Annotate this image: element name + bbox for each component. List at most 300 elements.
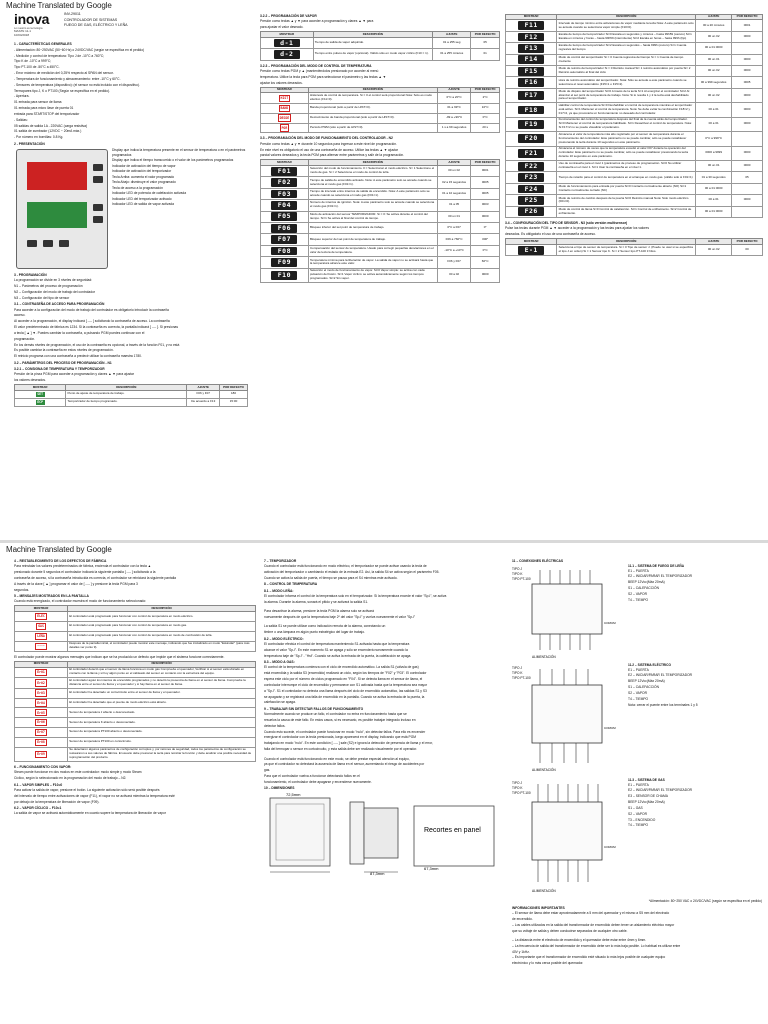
- text-line: Es posible cambiar la contraseña en estos niveles de programación.: [14, 348, 114, 353]
- text-line: – Los cables utilizados en la salida del transformador de encendido deben tener un aislamiento eléctrico mayor: [512, 922, 675, 927]
- common-label: COMUM: [604, 845, 616, 850]
- display-cell: [261, 103, 309, 113]
- section-title: INFORMACIONES IMPORTANTES: [512, 905, 565, 910]
- display-cell: [506, 183, 557, 194]
- presentation-item: Tecla Arriba: aumenta el valor programado: [112, 174, 175, 179]
- column-header: DESCRIPCIÓN: [66, 385, 187, 391]
- table-row: [261, 234, 500, 245]
- timer-display: [27, 202, 87, 228]
- display-cell: [506, 161, 557, 172]
- text-line: Al acceder a la programación, el display indicará [ ---- ] solicitando la contraseña de acceso. La contraseña: [14, 319, 170, 324]
- section-title: 8 – CONTROL DE TEMPERATURA: [264, 582, 318, 587]
- table-cell: 01 a 10 segundos: [437, 188, 470, 199]
- vapor-table: [260, 31, 500, 61]
- error-messages-table: [14, 661, 256, 762]
- timer-key: [59, 240, 69, 247]
- table-row: [506, 31, 763, 42]
- display-cell: [15, 718, 68, 728]
- text-line: A través de la clave [ ▲ ] programar el valor de [ ---- ] y presione la tecla PGM para 3: [14, 581, 138, 586]
- table-cell: 00 a 01 0000: [696, 206, 732, 217]
- table-row: [15, 667, 256, 678]
- wiring-diagram: [512, 564, 622, 660]
- table-cell: Histéresis de control de temperatura. Si = 0 el control será proporcional Nota: Solo es modo efectivo (F11=0).: [308, 93, 437, 104]
- table-cell: Bloqueo inferior del set point de temperatura de trabajo.: [308, 223, 437, 234]
- table-row: [261, 268, 500, 282]
- table-row: [15, 737, 256, 747]
- display-cell: [15, 737, 68, 747]
- meta-line: MAX/IN 11-1: [14, 29, 31, 34]
- legend-item: E2 – INICIAR/PARAR EL TEMPORIZADOR: [628, 673, 693, 678]
- table-cell: 0000: [732, 117, 763, 131]
- column-header: DESCRIPCIÓN: [308, 87, 437, 93]
- presentation-item: Indicador de activación del tiempo de vapor: [112, 163, 176, 168]
- text-line: Presión como teclas ▲ y ▼ para acceder a programación y claves ▲ ▼ para: [260, 19, 374, 24]
- display-cell: [261, 257, 309, 268]
- presentation-item: Display que indica la temperatura presente en el sensor de temperatura o en el parámetros programados: [112, 148, 246, 157]
- legend-item: S1 – CALEFACCIÓN: [628, 685, 659, 690]
- display-code: F13: [518, 44, 544, 53]
- legend-item: S2 – VAPOR: [628, 690, 647, 695]
- column-header: POR DEFECTO: [732, 14, 763, 20]
- table-cell: Funcionamiento del control de temperatura después del final de la cuenta atrás del temporizador. Si=0 Mantener el control de temperatura habilitado. Si=1 Desactivar el control de temperatura. Nota: Si F17=2 no se puede visualizar el parámetro.: [557, 117, 696, 131]
- text-line: acceso.: [14, 313, 26, 318]
- legend-items: [628, 783, 692, 828]
- display-cell: [506, 54, 557, 65]
- sensor-type-table: [505, 238, 763, 256]
- paragraph: El controlador puede mostrar algunos mensajes que indican que se ha producido un defecto que impide que el sistema funcione correctamente.: [14, 655, 225, 660]
- table-cell: 00 un 01: [696, 161, 732, 172]
- table-row: [15, 678, 256, 689]
- table-row: [506, 161, 763, 172]
- text-line: espera este ciclo por el número de ciclos programado en "F04". Si se detecta llama en el sensor de llama, el: [264, 677, 423, 682]
- display-cell: [506, 206, 557, 217]
- table-row: [506, 206, 763, 217]
- presentation-item: Display que indica el tiempo transcurrido o el valor de los parámetros programados: [112, 158, 234, 163]
- section-title: 6.1 – VAPOR SIMPLES – F10=0: [14, 782, 63, 787]
- paragraph: Cuando está energizado, el controlador muestra el modo de funcionamiento seleccionado:: [14, 599, 147, 604]
- indicator-led: [93, 176, 103, 183]
- section-33-lines: [260, 142, 500, 158]
- column-header: MOSTRAR: [506, 14, 557, 20]
- section-82-lines: [264, 642, 504, 658]
- table-cell: 0°C: [471, 113, 500, 123]
- table-row: [506, 77, 763, 88]
- page2-column-3: [512, 557, 762, 1021]
- display-code: F26: [518, 207, 544, 216]
- table-row: [506, 132, 763, 146]
- text-line: La salida de vapor se activará automáticamente en cuanto supere la temperatura de liberación de vapor: [14, 811, 166, 816]
- presentation-item: Tecla Abajo: disminuye el valor programado: [112, 180, 176, 185]
- display-code: GAS: [38, 624, 44, 629]
- text-line: En este nivel es obligatorio el uso de una contraseña de acceso. Utilice las teclas ▲ ▼ ajustar: [260, 147, 398, 152]
- section-61-lines: [14, 788, 256, 804]
- section-title: 3.3 – PROGRAMACIÓN DEL MODO DE FUNCIONAMIENTO DEL CONTROLADOR - N2: [260, 136, 393, 141]
- column-header: DESCRIPCIÓN: [557, 239, 696, 245]
- table-cell: 0000: [732, 195, 763, 206]
- temperature-display: [27, 162, 87, 190]
- table-cell: Modo de reinicio de cambio después de la puerta Si=0 Reinicio manual Nota: Sólo modo eléctrico (F01=0).: [557, 195, 696, 206]
- table-cell: 10°C: [471, 103, 500, 113]
- table-cell: 01 a 05: [437, 200, 470, 211]
- display-cell: [261, 113, 309, 123]
- text-line: Presión de la pinza PGM para acceder a programación y claves ▲ ▼ para ajustar: [14, 372, 134, 377]
- display-code: F25: [518, 196, 544, 205]
- display-cell: [15, 631, 68, 641]
- text-line: Para que el controlador vuelva a funcionar detectando fallos en el: [264, 774, 360, 779]
- text-line: Termopares tipo J, K o PT100 (Según se especifica en el pedido).: [14, 88, 111, 93]
- table-cell: F06 y F07: [437, 257, 470, 268]
- table-cell: 60°C: [471, 257, 500, 268]
- doc-code: INV-29011: [64, 12, 81, 16]
- display-cell: [261, 166, 309, 177]
- text-line: los valores deseados.: [14, 378, 46, 383]
- logo-tagline: Lo nuestro es tecnología: [14, 27, 43, 30]
- display-cell: [261, 177, 309, 188]
- power-label: ALIMENTACIÓN: [532, 655, 556, 660]
- table-cell: 00 a 02: [437, 268, 470, 282]
- meta-line: 10/04/2018: [14, 33, 30, 38]
- legend-items: [628, 668, 698, 707]
- section-322-lines: [260, 19, 500, 29]
- display-cell: [506, 244, 557, 255]
- section-title: 7 – TEMPORIZADOR: [264, 559, 297, 563]
- cutout-label: Recortes en panel: [424, 826, 481, 834]
- legend-item: Nota: cerrar el puente entre los terminales 1 y 5: [628, 702, 698, 707]
- display-cell: [15, 688, 68, 698]
- controller-front-panel: [16, 149, 108, 269]
- text-line: 01 salida de zumbador (12VDC ~ 20mA máx.): [14, 129, 82, 134]
- display-code: F09: [271, 258, 297, 267]
- machine-translated-label: Machine Translated by Google: [6, 1, 112, 10]
- table-cell: Tiempo entre pulsos de vapor (opcional). Válido sólo en modo vapor cíclico (F10 = 1).: [313, 49, 433, 60]
- legend-item: E3 – SENSOR DE CHAMA: [628, 794, 668, 799]
- column-header: POR DEFECTO: [471, 160, 500, 166]
- table-cell: 00 a 01: [696, 117, 732, 131]
- table-row: [506, 172, 763, 183]
- text-line: 01 entrada para sensor de llama: [14, 100, 62, 105]
- display-cell: [506, 20, 557, 31]
- text-line: El control de la temperatura comienza con el ciclo de encendido automático. La salida S1 (válvula de gas): [264, 665, 419, 670]
- brand: [14, 12, 64, 38]
- text-line: – El sensor de llama debe estar aproximadamente a 5 mm del quemador y el mismo a S5 mm del electrodo: [512, 911, 670, 916]
- text-line: entrada para START/STOP del temporizador: [14, 111, 80, 116]
- text-line: El reinicio programa con una contraseña a predecir utilizar la contraseña maestra 1780.: [14, 354, 142, 359]
- table-cell: 00 a 01 0000: [696, 43, 732, 54]
- section-title: 3 - PROGRAMACIÓN: [14, 273, 47, 278]
- table-row: [261, 49, 500, 60]
- table-row: [506, 65, 763, 76]
- display-code: F02: [271, 178, 297, 187]
- column-header: MOSTRAR: [261, 87, 309, 93]
- text-line: [264, 753, 504, 755]
- table-cell: Tiempo de retardo para el control de temperatura en el arranque en modo gas. (válido sólo si F01=1): [557, 172, 696, 183]
- section-title: 10 – DIMENSIONES: [264, 786, 295, 791]
- text-line: Para reinstalar los valores predeterminados de fábrica, encienda el controlador con la tecla ▲: [14, 564, 152, 569]
- column-header: MOSTRAR: [15, 661, 68, 667]
- table-cell: [732, 132, 763, 146]
- section-83-lines: [264, 665, 504, 704]
- table-row: [261, 103, 500, 113]
- display-code: BAND: [280, 106, 289, 111]
- text-line: – La frecuencia de salida del transformador de encendido debe ser lo más baja posible. Lo habitual es utilizar entre: [512, 943, 681, 948]
- display-cell: [506, 88, 557, 102]
- table-cell: Modo de funcionamiento para entrada por puerta Si=0 Contacto normalmente abierto (NO) Si=1 Contacto normalmente cerrado (NC): [557, 183, 696, 194]
- table-cell: Sensor de temperatura J abierto o desconectado.: [68, 708, 256, 718]
- table-cell: 0°C: [471, 245, 500, 256]
- table-cell: 0000: [471, 268, 500, 282]
- section-title: 3.1 – CONTRASEÑA DE ACCESO PARA PROGRAMACIÓN: [14, 302, 105, 307]
- text-line: detectar fallos.: [264, 723, 286, 728]
- table-cell: Habilitar control de temperatura Si=0 Deshabilitar el control de temperatura mientras el temporizador está activo. Si=1 Mantener el control de temperatura. Nota: Se debe evitar la combinación F18=2 y F17=2, ya que provocaría un funcionamiento no deseado del controlador.: [557, 103, 696, 117]
- table-cell: 0001: [732, 20, 763, 31]
- section-title: 11 – CONEXIONES ELÉCTRICAS: [512, 559, 564, 563]
- text-line: a "Sp-l". S1 el controlador no detecta una llama después del ciclo de encendido automático, las salidas S1 y S3: [264, 688, 427, 693]
- table-cell: 05: [471, 37, 500, 48]
- display-cell: [261, 245, 309, 256]
- text-line: En los demás niveles de programación, el uso de la contraseña es opcional, a través de la función F01, y no está: [14, 342, 180, 347]
- table-cell: 0°C a F07: [437, 223, 470, 234]
- text-line: calefacción se apaga.: [264, 700, 296, 705]
- table-row: [506, 54, 763, 65]
- temperature-mode-table: [260, 87, 500, 134]
- table-cell: El controlador detectó que el sensor de llama funciona en modo gas Compruebe el quemador, Verificar si el sensor está ubicado en contacto con la llama y si hoy algún punto en el cableado del sensor en contacto con la estructura del equipo.: [68, 667, 256, 678]
- text-line: alcance el valor "Sp-l". En este momento S1 se apaga y sólo se encenderá nuevamente cuando la: [264, 647, 408, 652]
- table-cell: Selecciona el tipo de sensor de temperatura. Si = 0 Tipo de sensor J. (Puede no usar si se especifica el tipo J en orden) Si = 1 Sensor tipo K. Si = 2 Sensor tipo PT-100 3 hilos.: [557, 244, 696, 255]
- power-label: ALIMENTACIÓN: [532, 768, 556, 773]
- table-cell: Modo de reinicio del temporizador Si = 0 Reinicio manual Si= 1 reinicio automático por puerta Si= 2 Reinicio automático al final del ciclo: [557, 65, 696, 76]
- text-line: 05 salidas de salida 1A - 220VAC (carga resistiva): [14, 123, 88, 128]
- text-line: Cuando esto sucede, el controlador puede funcionar en modo "nulo", sin detectar fallos. Para ello es encender: [264, 729, 426, 734]
- display-cell: [15, 667, 68, 678]
- text-line: nuevamente después de que la temperatura baje 2º del valor "Sp-l" y vuelva nuevamente el valor "Sp-l": [264, 615, 416, 620]
- text-line: Tipo PT-100 de -50°C a 450°C.: [14, 65, 60, 70]
- table-cell: El controlador ha detectado que el puente de modo eléctrico está abierto.: [68, 698, 256, 708]
- column-header: POR DEFECTO: [471, 32, 500, 38]
- text-line: está encendida y la salida S3 (encendido) realizará un ciclo, según los tiempos de "F02" y "F03". El controlador: [264, 671, 427, 676]
- display-code: F16: [518, 78, 544, 87]
- display-code: Er03: [37, 690, 45, 695]
- table-cell: 0000: [732, 103, 763, 117]
- section-title: 1 - CARACTERÍSTICAS GENERALES: [14, 42, 72, 47]
- table-cell: 0005: [471, 177, 500, 188]
- table-cell: Modo de activación del sensor TEMPORIZADOR. Si = 0: Se activa durante el control del tiempo. Si=1 Se activa al final del control de tiempo.: [308, 211, 437, 222]
- table-row: [506, 88, 763, 102]
- presentation-item: Indicador LED de salida de vapor activada: [112, 202, 174, 207]
- dimension-label: 67,3mm: [424, 865, 439, 871]
- table-row: [15, 718, 256, 728]
- display-code: F01: [271, 167, 297, 176]
- table-cell: [732, 43, 763, 54]
- text-line: segundos.: [14, 587, 30, 592]
- text-line: - Alimentación: 80~250VAC (50~60 Hz) o 24VDC/VAC (según se especifica en el pedido): [14, 47, 145, 52]
- text-line: se apagarán y se registrará una falla de encendido en la pantalla. Cuando se activa la entrada de la puerta, la: [264, 694, 425, 699]
- display-code: F07: [271, 235, 297, 244]
- display-code: F08: [271, 247, 297, 256]
- text-line: N2 – Configuración del modo de trabajo del controlador: [14, 290, 96, 295]
- table-row: [261, 257, 500, 268]
- setpoint-table: [14, 384, 248, 407]
- table-cell: 00 un 02: [696, 88, 732, 102]
- text-line: Cuando se activa la salida de puerta, el tiempo se pausa para el S4 mientras este activado.: [264, 576, 398, 581]
- display-cell: [506, 195, 557, 206]
- wiring-legend: [628, 778, 692, 896]
- text-line: Para desactivar la alarma, presione la tecla PGM la alarma solo se activará: [264, 609, 374, 614]
- text-line: controlador interrumpe el ciclo de encendido y permanece con S1 activada hasta que la temperatura sea mayor: [264, 682, 428, 687]
- display-cell: [15, 612, 68, 622]
- display-cell: [15, 641, 68, 652]
- text-line: Tipo K de -10°C a 999°C;: [14, 59, 52, 64]
- display-cell: [506, 132, 557, 146]
- table-row: [261, 93, 500, 104]
- table-cell: Almacena el valor de temperatura más alto registrado por el sensor de temperatura durante el funcionamiento del controlador. Este parámetro no se puede cambiar, sólo se puede restablecer presionando la tecla durante 10 segundos en este parámetro.: [557, 132, 696, 146]
- display-code: ECP: [37, 400, 43, 405]
- section-3-lines: [14, 278, 248, 300]
- table-cell: 20 s: [471, 123, 500, 133]
- table-cell: El controlador ha detectado un cortocircuito entre el sensor de llama y el quemador.: [68, 688, 256, 698]
- text-line: La programación se divide en 3 niveles de seguridad:: [14, 278, 93, 283]
- text-line: temperatura baje de "Sp-l" - "Hst". Cuando se activa la entrada de la puerta, la calefacción se apaga.: [264, 653, 412, 658]
- table-cell: Después de la pantalla inicial, el controlador puede mostrar este mensaje, indicando que fue inicializado en modo "Estándar" (para más detalles ver punto 9).: [68, 641, 256, 652]
- table-cell: 00: [732, 244, 763, 255]
- wiring-gas: [512, 778, 762, 896]
- display-code: Er08: [37, 740, 45, 745]
- dimension-label: 87,3mm: [370, 870, 385, 876]
- mode-messages-table: [14, 605, 256, 652]
- table-cell: 00 un 02: [696, 31, 732, 42]
- table-row: [15, 747, 256, 761]
- table-cell: F06 a 760°C: [437, 234, 470, 245]
- text-line: 01 entrada para micro llave de puerta 01: [14, 106, 74, 111]
- text-line: El controlador efectúa el control de temperatura manteniendo S1 activada hasta que la temperatura: [264, 641, 410, 646]
- table-cell: Hora de reinicio automático del temporizador. Nota: Sólo se accede a este parámetro cuando se selecciona el reset automático (F15=1 o F15=2).: [557, 77, 696, 88]
- display-cell: [15, 678, 68, 689]
- table-cell: De acuerdo a F13: [187, 398, 220, 406]
- display-code: F18: [518, 106, 544, 115]
- text-line: El controlador informa el control de la temperatura solo en el temporizador. Si la temperatura excede el valor "Sp-l", se activa: [264, 594, 447, 599]
- column-header: DESCRIPCIÓN: [313, 32, 433, 38]
- display-code: Er04: [37, 700, 45, 705]
- column-header: DESCRIPCIÓN: [557, 14, 696, 20]
- table-cell: Uso de contraseña para el nivel 1 (parámetros de proceso de programación. Si=0 No utilizar contraseña en el nivel 1. Si=1 Usar la contraseña en el nivel 1.: [557, 161, 696, 172]
- display-code: F06: [271, 224, 297, 233]
- display-code: Er01: [37, 670, 45, 675]
- legend-item: E1 – PUERTA: [628, 667, 649, 672]
- display-cell: [261, 123, 309, 133]
- table-cell: 01 a 255 seg: [433, 37, 471, 48]
- display-cell: [261, 223, 309, 234]
- section-323-lines: [260, 69, 500, 85]
- table-row: [261, 245, 500, 256]
- presentation-block: [14, 147, 248, 271]
- table-cell: Número de intentos de ignición. Nota: A este parámetro solo se accede cuando se selecciona el modo gas (F01=1).: [308, 200, 437, 211]
- display-code: F04: [271, 201, 297, 210]
- presentation-item: Indicador de activación del temporizador: [112, 169, 172, 174]
- text-line: El valor predeterminado de fábrica es 1234. Si la contraseña es correcta, la pantalla indicará [ ---- ]. Si presionas: [14, 325, 179, 330]
- table-cell: 02 a 15 segundos: [437, 177, 470, 188]
- display-code: d-2: [274, 50, 300, 59]
- display-cell: [15, 398, 66, 406]
- table-cell: 2°C: [471, 93, 500, 104]
- legend-item: T4 – TIEMPO: [628, 597, 649, 602]
- text-line: Cíclico, según lo seleccionado en la programación del modo de trabajo – N2.: [14, 776, 127, 781]
- table-cell: 00 un 02: [696, 244, 732, 255]
- legend-item: E2 – INICIAR/PARAR EL TEMPORIZADOR: [628, 574, 693, 579]
- display-code: ----: [37, 644, 45, 649]
- display-code: F23: [518, 173, 544, 182]
- display-code: F19: [518, 120, 544, 129]
- text-line: - Por número en bornillas: 0.8 Kg.: [14, 135, 64, 140]
- table-cell: 0000: [732, 54, 763, 65]
- section-1-lines: [14, 48, 248, 140]
- text-line: Cuando el controlador está funcionando en modo eléctrico, el temporizador se puede activar usando la tecla de: [264, 564, 427, 569]
- sensor-type-label: TIPO J: [512, 781, 522, 786]
- table-cell: 0000: [732, 65, 763, 76]
- sensor-type-label: TIPO K: [512, 786, 523, 791]
- table-cell: Tiempo de salida de vapor adquirido.: [313, 37, 433, 48]
- page1-column-3: [505, 12, 763, 536]
- text-line: por debajo de la temperatura de liberación de vapor (F09).: [14, 799, 100, 804]
- column-header: MOSTRAR: [15, 606, 68, 612]
- display-cell: [15, 390, 66, 398]
- text-line: gas.: [264, 768, 271, 773]
- section-6-lines: [14, 770, 256, 780]
- text-line: presionado durante 5 segundos el controlador indicará la siguiente pantalla [ ---- ] solicitando a la: [14, 570, 156, 575]
- section-title: 6.2 – VAPOR CÍCLICO – F10=1: [14, 805, 62, 810]
- document-header: [14, 12, 248, 38]
- important-info-lines: [512, 911, 762, 966]
- text-line: ajustar los valores deseados.: [260, 80, 303, 85]
- sensor-type-label: TIPO J: [512, 567, 522, 572]
- table-cell: 00 un 02: [437, 166, 470, 177]
- text-line: [264, 606, 504, 608]
- table-row: [261, 166, 500, 177]
- table-cell: [732, 183, 763, 194]
- table-row: [261, 177, 500, 188]
- table-row: [261, 200, 500, 211]
- down-key: [93, 216, 103, 223]
- text-line: Cuando el controlador está funcionando en este modo, se debe prestar especial atención al equipo,: [264, 756, 410, 761]
- section-title: 5 – MENSAJES MOSTRADOS EN LA PANTALLA: [14, 594, 89, 599]
- table-cell: 0°C a 20°C: [437, 93, 470, 104]
- table-row: [15, 612, 256, 622]
- page1-column-1: [14, 12, 248, 536]
- display-code: F15: [518, 67, 544, 76]
- pgm-key: [27, 240, 37, 247]
- table-cell: Temporizador de tiempo programado.: [66, 398, 187, 406]
- text-line: deseados. Es obligatorio el uso de una contraseña de acceso.: [505, 232, 596, 237]
- table-cell: Período PWM (sólo a partir de HIST=0).: [308, 123, 437, 133]
- table-cell: Sensor de temperatura K abierto o desconectado.: [68, 718, 256, 728]
- table-cell: El controlador está programado para funcionar con control de temperatura en modo de combustión de leña.: [68, 631, 256, 641]
- table-cell: 01 a 99°C: [437, 103, 470, 113]
- table-cell: Escala de tiempo del temporizador Si=2 Escala en segundos – hasta 999h (oscuro) S=1 Cuenta regresiva del tiempo: [557, 43, 696, 54]
- text-line: Para activar la salida de vapor, presione el botón. La siguiente activación sólo será posible después: [14, 787, 160, 792]
- section-title: 3.2.2 – PROGRAMACIÓN DE VAPOR: [260, 14, 317, 18]
- table-row: [15, 390, 248, 398]
- table-cell: 0005: [732, 77, 763, 88]
- table-cell: 180: [220, 390, 248, 398]
- table-cell: 00 a 01: [696, 195, 732, 206]
- text-line: del intervalo de tiempo entre activaciones de vapor (F11), el vapor no se activará mientras la temperatura esté: [14, 793, 175, 798]
- text-line: resuelva la causa de este fallo. En estos casos, si es necesario, es posible trabajar integrado incluso en: [264, 717, 416, 722]
- text-line: contraseña de acceso, si la contraseña introducida es correcta, el controlador se reiniciará la siguiente pantalla: [14, 576, 177, 581]
- display-code: LEÑA: [37, 634, 45, 638]
- section-title: 9 – TRABAJAR SIN DETECTAR FALLOS DE FUNCIONAMIENTO: [264, 706, 364, 711]
- display-code: POR: [281, 125, 288, 130]
- presentation-items: [112, 147, 248, 271]
- column-header: AJUSTE: [696, 14, 732, 20]
- table-cell: 01: [471, 49, 500, 60]
